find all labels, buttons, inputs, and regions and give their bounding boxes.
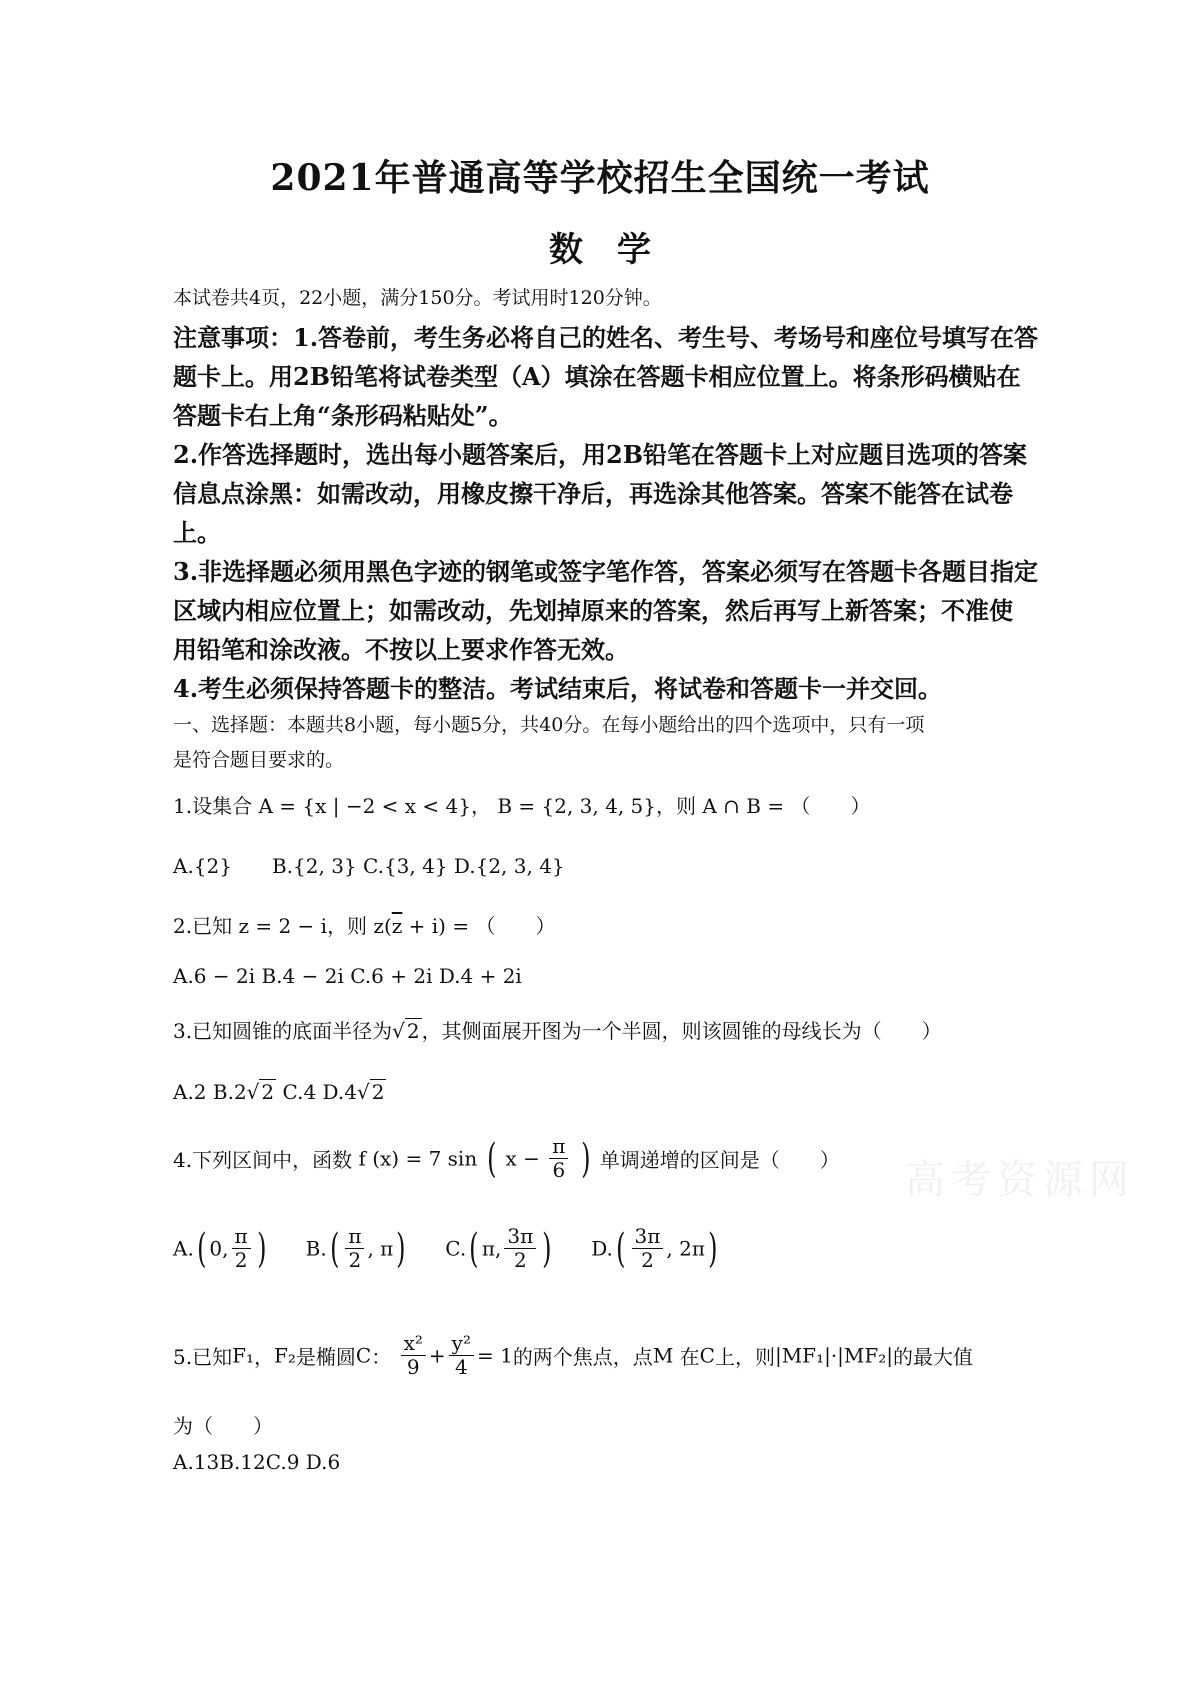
question-3 <box>173 1015 942 1044</box>
q1-blank: （ ） <box>790 794 871 818</box>
q4-tail: 单调递增的区间是（ ） <box>599 1148 840 1172</box>
q5-f1: F₁ <box>232 1343 254 1368</box>
option-label: D. <box>591 1236 613 1261</box>
q4-pi: π <box>549 1135 568 1159</box>
section-heading-line-1: 一、选择题：本题共8小题，每小题5分，共40分。在每小题给出的四个选项中，只有一项 <box>173 714 925 736</box>
sqrt-icon: √ <box>356 1080 370 1104</box>
sqrt-icon: √ <box>392 1019 405 1043</box>
question-4 <box>173 1135 840 1182</box>
q5-four: 4 <box>454 1355 468 1379</box>
q4-options <box>173 1225 721 1272</box>
q4-stem: 4.下列区间中，函数 <box>173 1148 353 1172</box>
q5-stem-b: 是椭圆 <box>295 1345 356 1369</box>
q2-stem: 2.已知 <box>173 914 233 938</box>
q4-inner: x − <box>505 1146 540 1171</box>
q5-plus: + <box>428 1343 446 1368</box>
q5-colon: ： <box>371 1345 392 1369</box>
q5-fraction-y <box>449 1332 474 1379</box>
notes-line-9: 用铅笔和涂改液。不按以上要求作答无效。 <box>173 635 629 664</box>
q4-option-c <box>445 1224 561 1272</box>
notes-line-5: 信息点涂黑：如需改动，用橡皮擦干净后，再选涂其他答案。答案不能答在试卷 <box>173 479 1013 508</box>
q3-opt-c: C.4 D.4 <box>276 1080 357 1104</box>
option-num: 3π <box>632 1225 664 1249</box>
q2-expr-pre: z( <box>373 914 392 938</box>
q4-option-d <box>591 1224 720 1272</box>
option-label: C. <box>445 1236 467 1261</box>
left-paren-icon: ( <box>469 1225 479 1272</box>
q2-z: z = 2 − i <box>238 914 328 938</box>
notes-line-8: 区域内相应位置上；如需改动，先划掉原来的答案，然后再写上新答案；不准使 <box>173 596 1013 625</box>
option-left: π, <box>481 1236 502 1261</box>
q1-stem: 1.设集合 <box>173 794 253 818</box>
option-num: π <box>232 1225 251 1249</box>
right-paren-icon: ) <box>256 1225 267 1272</box>
question-5 <box>173 1332 973 1379</box>
q2-mid: ，则 <box>327 914 368 938</box>
q5-y2: y² <box>449 1332 474 1356</box>
q5-m: M <box>652 1343 674 1368</box>
q3-opt-d: 2 <box>371 1080 385 1104</box>
notes-line-4: 2.作答选择题时，选出每小题答案后，用2B铅笔在答题卡上对应题目选项的答案 <box>173 440 1028 469</box>
q5-product: |MF₁|·|MF₂| <box>774 1343 894 1368</box>
sqrt-icon: √ <box>246 1080 260 1104</box>
option-right: , 2π <box>666 1236 705 1261</box>
q3-stem-b: ，其侧面展开图为一个半圆，则该圆锥的母线长为（ ） <box>421 1019 942 1043</box>
option-fraction <box>345 1225 364 1272</box>
q5-sep: ， <box>254 1345 274 1369</box>
q5-eq: = 1 <box>476 1343 513 1368</box>
q5-stem-f: 的最大值 <box>893 1345 974 1369</box>
exam-title: 2021年普通高等学校招生全国统一考试 <box>270 157 930 199</box>
q2-blank: （ ） <box>475 914 556 938</box>
q5-stem-c: 的两个焦点，点 <box>512 1345 653 1369</box>
q3-opt-b: 2 <box>261 1080 275 1104</box>
notes-line-7: 3.非选择题必须用黑色字迹的钢笔或签字笔作答，答案必须写在答题卡各题目指定 <box>173 557 1039 586</box>
right-paren-icon: ) <box>542 1225 552 1272</box>
q3-stem-a: 3.已知圆锥的底面半径为 <box>173 1019 393 1043</box>
option-fraction <box>232 1225 251 1272</box>
notes-line-1: 注意事项：1.答卷前，考生务必将自己的姓名、考生号、考场号和座位号填写在答 <box>173 323 1039 352</box>
q1-set-a: A = {x | −2 < x < 4} <box>258 794 471 818</box>
option-fraction <box>504 1225 536 1272</box>
q1-expr: A ∩ B = <box>702 794 785 818</box>
notes-line-6: 上。 <box>173 518 221 547</box>
q1-stem-b: ，则 <box>656 794 697 818</box>
q2-zbar: $\overline{z}$ <box>391 914 403 938</box>
q4-fx: f (x) = 7 sin <box>358 1146 478 1171</box>
option-left: 0, <box>209 1236 229 1261</box>
notes-line-2: 题卡上。用2B铅笔将试卷类型（A）填涂在答题卡相应位置上。将条形码横贴在 <box>173 362 1021 391</box>
q2-options: A.6 − 2i B.4 − 2i C.6 + 2i D.4 + 2i <box>173 964 522 988</box>
option-num: 3π <box>504 1225 536 1249</box>
option-den: 2 <box>348 1248 362 1272</box>
left-paren-icon: ( <box>329 1225 340 1272</box>
q5-f2: F₂ <box>274 1343 296 1368</box>
q4-option-b <box>305 1224 416 1272</box>
option-label: A. <box>173 1236 194 1261</box>
section-heading-line-2: 是符合题目要求的。 <box>173 749 345 771</box>
option-label: B. <box>305 1236 327 1261</box>
option-den: 2 <box>641 1248 654 1272</box>
q5-options: A.13B.12C.9 D.6 <box>173 1450 341 1474</box>
option-num: π <box>345 1225 364 1249</box>
right-paren-icon: ) <box>580 1135 591 1182</box>
q1-options: A.{2} B.{2, 3} C.{3, 4} D.{2, 3, 4} <box>173 854 565 878</box>
q5-x2: x² <box>401 1332 426 1356</box>
question-1 <box>173 790 870 819</box>
q3-radical: 2 <box>406 1019 420 1043</box>
notes-line-10: 4.考生必须保持答题卡的整洁。考试结束后，将试卷和答题卡一并交回。 <box>173 674 943 703</box>
exam-intro: 本试卷共4页，22小题，满分150分。考试用时120分钟。 <box>173 287 662 309</box>
right-paren-icon: ) <box>396 1225 406 1272</box>
q5-c2: C <box>699 1343 715 1368</box>
q1-sep: ， <box>470 794 491 818</box>
notes-line-3: 答题卡右上角“条形码粘贴处”。 <box>173 401 513 430</box>
q3-options <box>173 1080 386 1104</box>
right-paren-icon: ) <box>708 1225 718 1272</box>
option-fraction <box>632 1225 664 1272</box>
option-den: 2 <box>513 1248 527 1272</box>
option-den: 2 <box>234 1248 248 1272</box>
q3-opt-a: A.2 B.2 <box>173 1080 247 1104</box>
q5-stem-d: 在 <box>679 1345 700 1369</box>
watermark-text: 高考资源网 <box>905 1157 1135 1203</box>
q5-fraction-x <box>401 1332 426 1379</box>
q5-stem-a: 5.已知 <box>173 1345 233 1369</box>
q4-fraction <box>549 1135 568 1182</box>
q2-expr-post: + i) = <box>402 914 470 938</box>
q4-six: 6 <box>552 1158 566 1182</box>
left-paren-icon: ( <box>486 1135 497 1182</box>
q5-c: C <box>355 1343 372 1368</box>
q4-option-a <box>173 1224 276 1272</box>
left-paren-icon: ( <box>196 1225 207 1272</box>
q5-nine: 9 <box>406 1355 420 1379</box>
left-paren-icon: ( <box>616 1225 626 1272</box>
option-right: , π <box>367 1236 394 1261</box>
subject-title: 数学 <box>549 230 685 270</box>
q5-line-2: 为（ ） <box>173 1414 273 1438</box>
q1-set-b: B = {2, 3, 4, 5} <box>497 794 657 818</box>
q5-stem-e: 上，则 <box>714 1345 775 1369</box>
question-2 <box>173 910 555 939</box>
